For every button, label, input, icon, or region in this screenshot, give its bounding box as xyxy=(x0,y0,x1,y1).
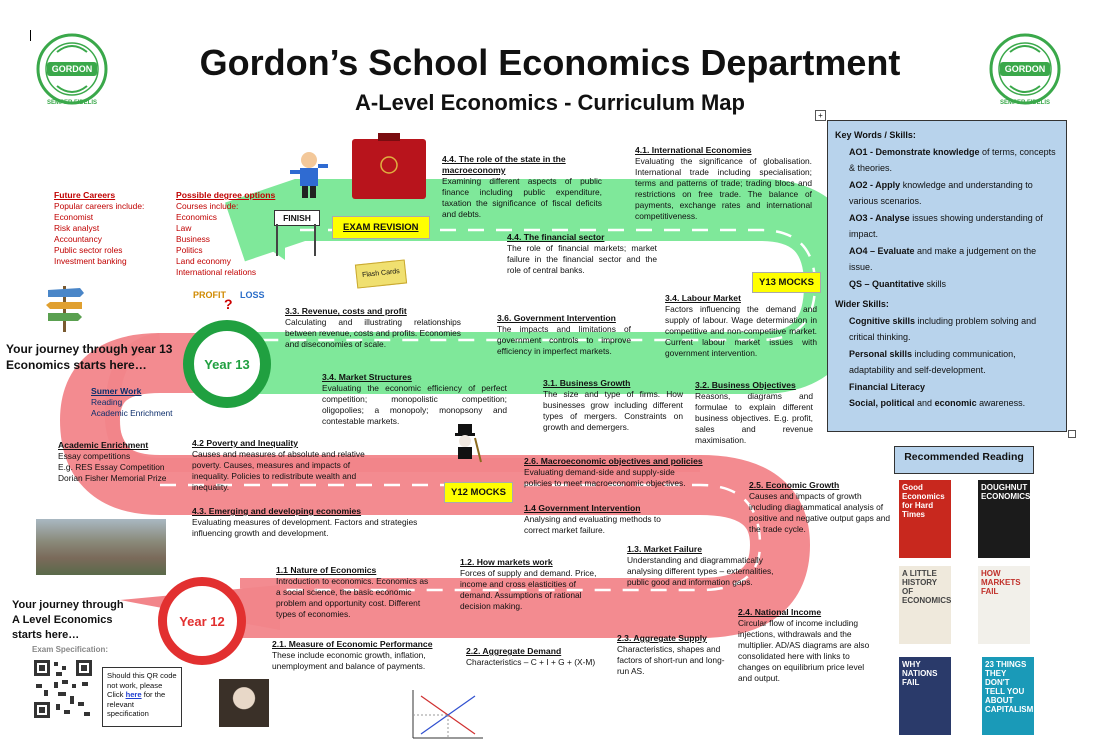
key-skills-box xyxy=(827,120,1067,432)
topic-3-1-growth: 3.1. Business Growth The size and type of firms. How businesses grow including different types of mergers. Constraints on growth and demergers. xyxy=(543,378,683,432)
journey-year12: Your journey through A Level Economics starts here… xyxy=(12,599,124,641)
topic-3-3-revenue: 3.3. Revenue, costs and profit Calculating and illustrating relationships between revenue, costs and profits. Economies and diseconomies of scale. xyxy=(285,306,461,349)
future-careers: Future Careers Popular careers include: Economist Risk analyst Accountancy Public sector roles Investment banking xyxy=(54,190,169,267)
qr-code-icon[interactable] xyxy=(32,658,94,720)
book-good-economics: Good Economics for Hard Times xyxy=(899,480,951,558)
crest-left-motto: SEMPER FIDELIS xyxy=(46,100,97,106)
list-item: Public sector roles xyxy=(54,245,123,255)
financial-literacy-row: Financial Literacy xyxy=(849,381,926,392)
enrichment-heading: Academic Enrichment xyxy=(58,440,149,450)
page-title: Gordon’s School Economics Department xyxy=(199,42,901,83)
list-item: Economist xyxy=(54,212,94,222)
list-item: Academic Enrichment xyxy=(91,408,173,418)
year13-ring xyxy=(183,320,271,408)
academic-enrichment xyxy=(58,440,188,484)
topic-4-2-poverty: 4.2 Poverty and Inequality Causes and measures of absolute and relative poverty. Causes, measures and impacts of inequality. Policies to redistribute wealth and inequality. xyxy=(192,438,365,492)
list-item: Reading xyxy=(91,397,123,407)
year13-label: Year 13 xyxy=(204,356,250,372)
y12-mocks-label: Y12 MOCKS xyxy=(444,482,513,503)
list-item: Essay competitions xyxy=(58,451,131,461)
topic-4-1-international: 4.1. International Economies Evaluating the significance of globalisation. International trade including specialisation; terms and patterns of trade; trading blocs and restrictions on free trade. The balance of payments, exchange rates and international competitiveness. xyxy=(635,145,812,221)
ao4-row: AO4 – Evaluate and make a judgement on the issue. xyxy=(849,245,1037,272)
list-item: Investment banking xyxy=(54,256,127,266)
ao1-row: AO1 - Demonstrate knowledge of terms, concepts & theories. xyxy=(849,146,1056,173)
topic-3-2-objectives: 3.2. Business Objectives Reasons, diagrams and formulae to explain different business objectives. E.g. profit, sales and revenue maximisation. xyxy=(695,380,813,445)
personal-row: Personal skills including communication, adaptability and self-development. xyxy=(849,348,1016,375)
wider-skills-heading: Wider Skills: xyxy=(835,299,889,309)
topic-2-3-supply: 2.3. Aggregate Supply Characteristics, shapes and factors of short-run and long-run AS. xyxy=(617,633,725,676)
book-how-markets-fail: HOW MARKETS FAIL xyxy=(978,566,1030,644)
summer-work xyxy=(91,386,191,419)
city-photo xyxy=(36,519,166,575)
list-item: Dorian Fisher Memorial Prize xyxy=(58,473,167,483)
careers-heading: Future Careers xyxy=(54,190,116,200)
list-item: Risk analyst xyxy=(54,223,100,233)
signpost-icon xyxy=(44,280,86,332)
resize-handle-icon[interactable] xyxy=(1068,430,1076,438)
topic-3-4-labour: 3.4. Labour Market Factors influencing the demand and supply of labour. Wage determination in competitive and non-competitive market. Current labour market issues with government intervention. xyxy=(665,293,817,358)
year12-ring xyxy=(158,577,246,665)
list-item: Law xyxy=(176,223,192,233)
topic-4-3-emerging: 4.3. Emerging and developing economies Evaluating measures of development. Factors and strategies influencing growth and development. xyxy=(192,506,418,538)
topic-1-3-failure: 1.3. Market Failure Understanding and diagrammatically analysing different types – externalities, public good and information gaps. xyxy=(627,544,774,587)
crest-left-text: GORDON xyxy=(51,64,93,74)
finish-post-left xyxy=(276,224,278,256)
finish-banner: FINISH xyxy=(274,210,320,226)
topic-3-6-government: 3.6. Government Intervention The impacts and limitations of government controls to improve efficiency in imperfect markets. xyxy=(497,313,631,356)
qr-fallback-note: Should this QR code not work, please Click here for the relevant specification xyxy=(102,667,182,727)
adam-smith-portrait xyxy=(219,679,269,727)
list-item: E.g. RES Essay Competition xyxy=(58,462,165,472)
finish-post-right xyxy=(314,224,316,256)
y13-mocks-label: Y13 MOCKS xyxy=(752,272,821,293)
budget-briefcase-icon xyxy=(350,133,428,201)
recommended-reading-heading: Recommended Reading xyxy=(894,446,1034,474)
qs-row: QS – Quantitative skills xyxy=(849,278,947,289)
list-item: Accountancy xyxy=(54,234,102,244)
topic-1-4-intervention: 1.4 Government Intervention Analysing and evaluating methods to correct market failure. xyxy=(524,503,661,535)
book-little-history: A LITTLE HISTORY OF ECONOMICS xyxy=(899,566,951,644)
topic-2-5-growth: 2.5. Economic Growth Causes and impacts of growth including diagrammatical analysis of positive and negative output gaps and the trade cycle. xyxy=(749,480,891,534)
crest-right-text: GORDON xyxy=(1004,64,1046,74)
journey-year13: Your journey through year 13 Economics starts here… xyxy=(6,342,173,372)
exam-spec-label: Exam Specification: xyxy=(32,645,109,654)
degrees-heading: Possible degree options xyxy=(176,190,276,200)
degree-options: Possible degree options Courses include: Economics Law Business Politics Land economy International relations xyxy=(176,190,291,278)
businessman-icon xyxy=(288,150,330,200)
year12-label: Year 12 xyxy=(179,613,225,629)
question-mark-icon: ? xyxy=(224,296,233,312)
profit-sign: PROFIT xyxy=(193,290,226,300)
topic-3-4-structures: 3.4. Market Structures Evaluating the economic efficiency of perfect competition; monopolistic competition; oligopolies; a monopoly; monopsony and contestable markets. xyxy=(322,372,507,426)
list-item: Land economy xyxy=(176,256,231,266)
supply-demand-diagram xyxy=(405,688,485,746)
cognitive-row: Cognitive skills including problem solving and critical thinking. xyxy=(849,315,1037,342)
text-cursor xyxy=(30,30,31,41)
flash-cards-icon: Flash Cards xyxy=(355,259,407,288)
topic-4-4-financial: 4.4. The financial sector The role of financial markets; market failure in the financial sector and the role of central banks. xyxy=(507,232,657,275)
loss-sign: LOSS xyxy=(240,290,265,300)
monopoly-man-icon xyxy=(447,424,485,464)
book-why-nations-fail: WHY NATIONS FAIL xyxy=(899,657,951,735)
book-doughnut-economics: DOUGHNUT ECONOMICS xyxy=(978,480,1030,558)
topic-4-4-state: 4.4. The role of the state in the macroeconomy Examining different aspects of public finance including public expenditure, taxation the significance of fiscal deficits and debts. xyxy=(442,154,602,219)
ao2-row: AO2 - Apply knowledge and understanding to various scenarios. xyxy=(849,179,1033,206)
topic-2-1-performance: 2.1. Measure of Economic Performance These include economic growth, inflation, unemployment and balance of payments. xyxy=(272,639,433,671)
move-handle-icon[interactable]: + xyxy=(815,110,826,121)
list-item: Politics xyxy=(176,245,203,255)
key-skills-heading: Key Words / Skills: xyxy=(835,130,916,140)
ao3-row: AO3 - Analyse issues showing understanding of impact. xyxy=(849,212,1043,239)
crest-right-motto: SEMPER FIDELIS xyxy=(999,100,1050,106)
topic-2-2-demand: 2.2. Aggregate Demand Characteristics – C + I + G + (X-M) xyxy=(466,646,596,667)
book-23-things: 23 THINGS THEY DON'T TELL YOU ABOUT CAPITALISM xyxy=(982,657,1034,735)
summer-work-heading: Sumer Work xyxy=(91,386,142,396)
topic-1-2-markets: 1.2. How markets work Forces of supply and demand. Price, income and cross elasticities of demand. Assumptions of rational decision making. xyxy=(460,557,597,611)
social-row: Social, political and economic awareness. xyxy=(849,398,1026,408)
topic-2-6-macro: 2.6. Macroeconomic objectives and policies Evaluating demand-side and supply-side policies to meet macroeconomic objectives. xyxy=(524,456,703,488)
list-item: International relations xyxy=(176,267,257,277)
topic-1-1-nature: 1.1 Nature of Economics Introduction to economics. Economics as a social science, the basic economic problem and opportunity cost. Different types of economies. xyxy=(276,565,429,619)
topic-2-4-income: 2.4. National Income Circular flow of income including injections, withdrawals and the multiplier. AD/AS diagrams are also consolidated here with links to changes on equilibrium price level and output. xyxy=(738,607,870,683)
page-subtitle: A-Level Economics - Curriculum Map xyxy=(355,90,745,115)
spec-link[interactable]: here xyxy=(125,690,142,699)
list-item: Business xyxy=(176,234,210,244)
list-item: Economics xyxy=(176,212,217,222)
exam-revision-label: EXAM REVISION xyxy=(332,216,430,239)
